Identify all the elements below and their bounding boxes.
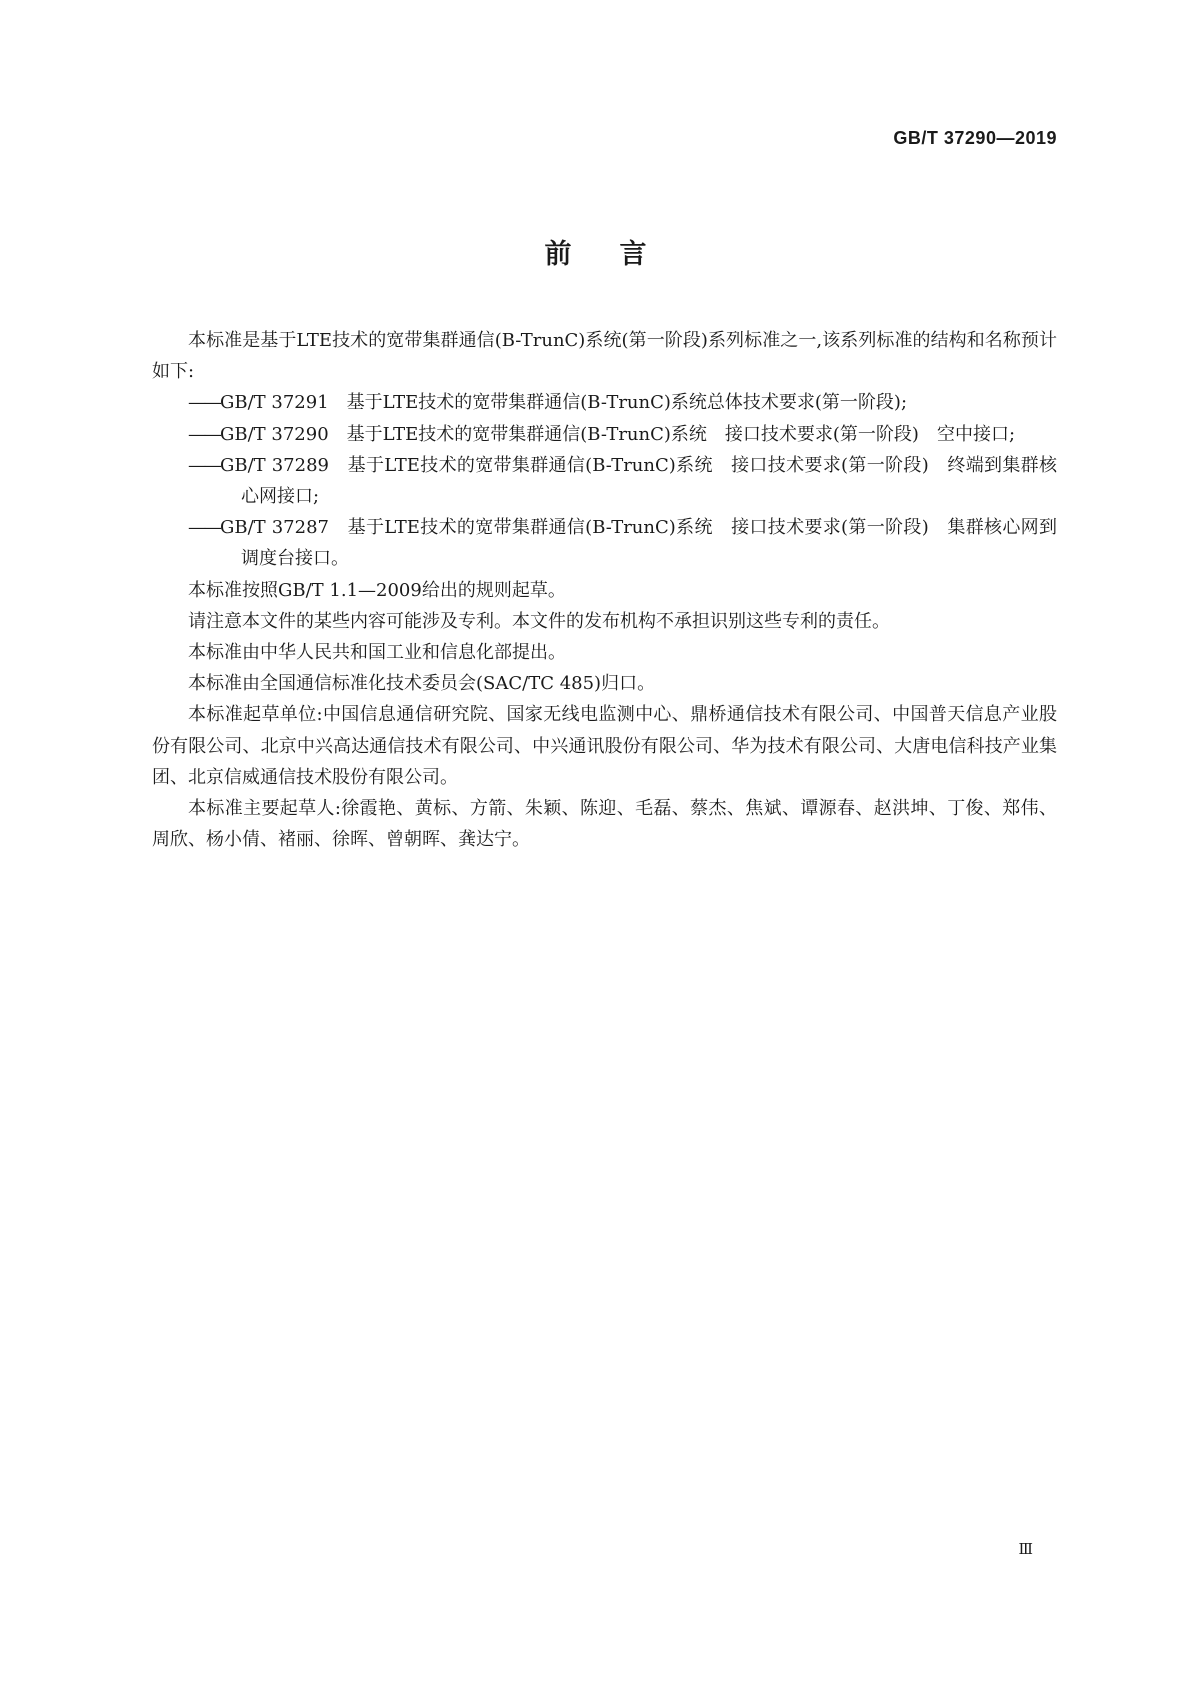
- drafting-rules-paragraph: 本标准按照GB/T 1.1—2009给出的规则起草。: [188, 579, 566, 601]
- list-dash: ——: [188, 392, 220, 414]
- document-body: [152, 325, 1057, 855]
- proposer-paragraph: 本标准由中华人民共和国工业和信息化部提出。: [188, 642, 566, 664]
- series-list-item: [152, 387, 1057, 418]
- list-dash: ——: [188, 454, 220, 476]
- committee-paragraph: 本标准由全国通信标准化技术委员会(SAC/TC 485)归口。: [188, 673, 656, 695]
- list-item-text: GB/T 37287 基于LTE技术的宽带集群通信(B-TrunC)系统 接口技术要求(第一阶段) 集群核心网到调度台接口。: [220, 517, 1057, 570]
- patent-notice-paragraph: 请注意本文件的某些内容可能涉及专利。本文件的发布机构不承担识别这些专利的责任。: [188, 610, 890, 632]
- series-list-item: [152, 450, 1057, 512]
- drafters-paragraph: 本标准主要起草人:徐霞艳、黄标、方箭、朱颖、陈迎、毛磊、蔡杰、焦斌、谭源春、赵洪坤、丁俊、郑伟、周欣、杨小倩、褚丽、徐晖、曾朝晖、龚达宁。: [152, 798, 1057, 851]
- page-number: Ⅲ: [1018, 1540, 1033, 1558]
- list-dash: ——: [188, 517, 220, 539]
- list-item-text: GB/T 37290 基于LTE技术的宽带集群通信(B-TrunC)系统 接口技术要求(第一阶段) 空中接口;: [220, 423, 1016, 445]
- intro-paragraph: 本标准是基于LTE技术的宽带集群通信(B-TrunC)系统(第一阶段)系列标准之一,该系列标准的结构和名称预计如下:: [152, 330, 1057, 383]
- list-item-text: GB/T 37291 基于LTE技术的宽带集群通信(B-TrunC)系统总体技术要求(第一阶段);: [220, 392, 908, 414]
- drafting-units-paragraph: 本标准起草单位:中国信息通信研究院、国家无线电监测中心、鼎桥通信技术有限公司、中国普天信息产业股份有限公司、北京中兴高达通信技术有限公司、中兴通讯股份有限公司、华为技术有限公司、大唐电信科技产业集团、北京信威通信技术股份有限公司。: [152, 704, 1057, 788]
- list-dash: ——: [188, 423, 220, 445]
- page-title: 前言: [544, 239, 695, 270]
- list-item-text: GB/T 37289 基于LTE技术的宽带集群通信(B-TrunC)系统 接口技术要求(第一阶段) 终端到集群核心网接口;: [220, 454, 1057, 508]
- series-list-item: [152, 512, 1057, 574]
- standard-number: GB/T 37290—2019: [893, 128, 1057, 148]
- series-list-item: [152, 419, 1057, 450]
